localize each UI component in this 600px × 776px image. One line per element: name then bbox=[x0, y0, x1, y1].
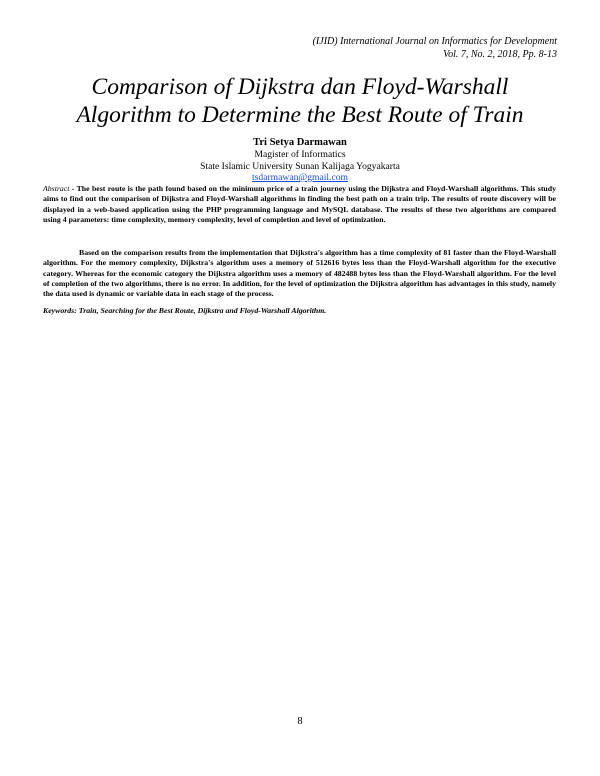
journal-name: (IJID) International Journal on Informatics for Development bbox=[312, 36, 557, 47]
journal-volume: Vol. 7, No. 2, 2018, Pp. 8-13 bbox=[443, 48, 557, 60]
author-email-link[interactable]: tsdarmawan@gmail.com bbox=[252, 172, 348, 183]
page-number: 8 bbox=[297, 716, 303, 727]
journal-header bbox=[313, 36, 557, 61]
abstract-separator: - bbox=[69, 184, 77, 193]
body-paragraph: Based on the comparison results from the implementation that Dijkstra's algorithm has a time complexity of 81 faster than the Floyd-Warshall algorithm. For the memory complexity, Dijkstra's algorithm uses a memory of 512616 bytes less than the Floyd-Warshall algorithm for the executive category. Whereas for the economic category the Dijkstra algorithm uses a memory of 482488 bytes less than the Floyd-Warshall algorithm. For the level of completion of the two algorithms, there is no error. In addition, for the level of optimization the Dijkstra algorithm has advantages in this study, namely the data used is dynamic or variable data in each stage of the process. bbox=[43, 248, 556, 299]
author-block bbox=[0, 137, 600, 184]
author-name: Tri Setya Darmawan bbox=[253, 137, 347, 148]
title-line-1: Comparison of Dijkstra dan Floyd-Warshall bbox=[91, 74, 509, 100]
abstract-text: The best route is the path found based on the minimum price of a train journey using the Dijkstra and Floyd-Warshall algorithms. This study aims to find out the comparison of Dijkstra and Floyd-Warshall algorithms in finding the best path on a train trip. The results of route discovery will be displayed in a web-based application using the PHP programming language and MySQL database. The results of these two algorithms are compared using 4 parameters: time complexity, memory complexity, level of completion and level of optimization. bbox=[43, 184, 556, 224]
title-line-2: Algorithm to Determine the Best Route of Train bbox=[76, 102, 524, 128]
abstract-label: Abstract bbox=[43, 184, 70, 193]
author-affiliation: State Islamic University Sunan Kalijaga Yogyakarta bbox=[200, 160, 400, 172]
abstract-paragraph bbox=[43, 184, 556, 225]
keywords: Keywords: Train, Searching for the Best Route, Dijkstra and Floyd-Warshall Algorithm. bbox=[43, 306, 327, 315]
author-role: Magister of Informatics bbox=[254, 149, 346, 160]
paper-title bbox=[20, 73, 580, 129]
